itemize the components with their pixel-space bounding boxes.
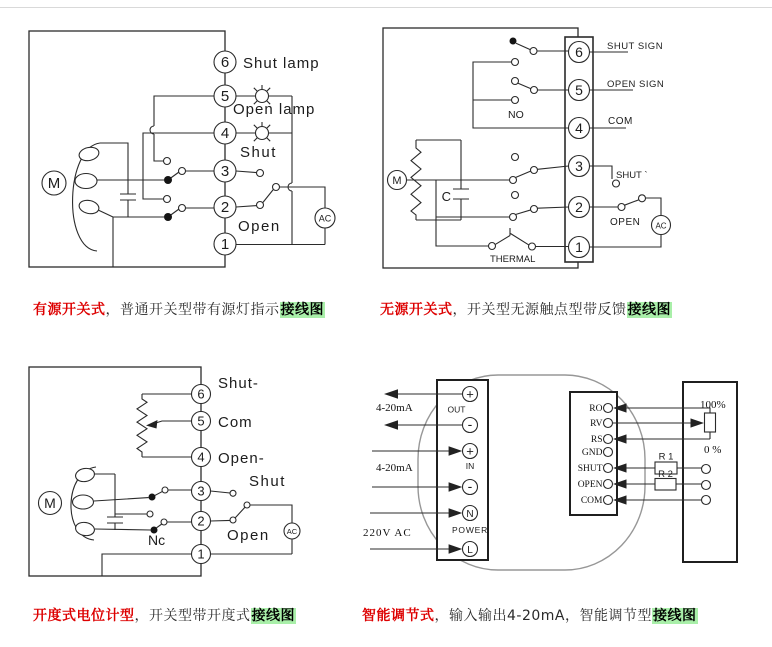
- terminal-symbol: L: [467, 544, 473, 556]
- label-open: Open: [227, 527, 270, 544]
- label-shut-lamp: Shut lamp: [243, 55, 320, 72]
- caption-highlight: 接线图: [251, 608, 295, 624]
- caption-highlight: 接线图: [280, 302, 324, 318]
- arrow-out-icon: [384, 420, 398, 430]
- label-nc: Nc: [148, 532, 166, 548]
- label-open: Open: [238, 218, 281, 235]
- terminal-symbol: N: [466, 508, 474, 520]
- caption-body: ，普通开关型带有源灯指示: [105, 302, 280, 318]
- wiper-arrow-icon: [146, 420, 158, 429]
- label-power: POWER: [451, 525, 489, 535]
- terminal-number: 5: [220, 88, 230, 105]
- label-no: NO: [508, 109, 524, 121]
- motor-label: M: [47, 175, 61, 192]
- terminal-number: 1: [197, 546, 205, 562]
- pin-label: RO: [589, 404, 603, 414]
- caption-type: 智能调节式: [362, 608, 435, 624]
- diagram-smart-modulating: [363, 375, 737, 570]
- ac-label: AC: [286, 527, 298, 536]
- actuator-enclosure: [29, 31, 225, 267]
- terminal-block: [565, 37, 593, 262]
- terminal-number: 2: [197, 513, 205, 529]
- caption-type: 有源开关式: [33, 302, 106, 318]
- label-0pct: 0 %: [704, 444, 722, 456]
- terminal-symbol: -: [467, 416, 473, 432]
- label-power-supply: 220V AC: [363, 527, 412, 539]
- diagram-powered-switch: [29, 31, 335, 267]
- label-com: COM: [608, 116, 633, 127]
- wiring: [73, 96, 325, 267]
- caption-type: 无源开关式: [380, 302, 453, 318]
- terminal-number: 3: [197, 483, 205, 499]
- pin-label: OPEN: [577, 480, 603, 490]
- terminal-number: 5: [197, 413, 205, 429]
- label-open-minus: Open-: [218, 450, 265, 467]
- pin-label: SHUT: [577, 464, 603, 474]
- caption-highlight: 接线图: [627, 302, 671, 318]
- terminal-number: 4: [575, 120, 583, 136]
- motor-coils: [75, 146, 100, 216]
- terminal-number: 4: [220, 125, 230, 142]
- caption-type: 开度式电位计型: [33, 608, 135, 624]
- terminal-symbol: -: [467, 478, 473, 494]
- capacitor-symbol: [94, 474, 123, 530]
- label-shut-sign: SHUT SIGN: [607, 41, 664, 52]
- label-in: IN: [465, 461, 475, 471]
- arrow-out-icon: [384, 389, 398, 399]
- motor-label: M: [392, 175, 402, 187]
- ac-label: AC: [318, 213, 332, 224]
- caption-powered-switch: [33, 299, 325, 319]
- terminal-symbol: +: [466, 443, 474, 459]
- label-r2: R 2: [658, 469, 673, 480]
- label-open-lamp: Open lamp: [233, 101, 316, 118]
- label-shut: SHUT `: [616, 170, 648, 181]
- label-thermal: THERMAL: [490, 254, 536, 265]
- label-shut: Shut: [240, 144, 277, 161]
- caption-smart-modulating: [362, 605, 698, 625]
- feedback-pot: [705, 413, 716, 432]
- terminal-number: 3: [220, 163, 230, 180]
- terminal-number: 1: [575, 239, 583, 255]
- motor-coils: [73, 467, 96, 537]
- label-shut: Shut: [249, 473, 286, 490]
- label-com: Com: [218, 414, 253, 431]
- actuator-enclosure: [29, 367, 201, 576]
- label-capacitor: C: [441, 189, 451, 204]
- label-open: OPEN: [610, 217, 641, 228]
- label-signal-in: 4-20mA: [376, 462, 413, 474]
- ac-label: AC: [655, 221, 667, 231]
- caption-body: ，开关型带开度式: [134, 608, 251, 624]
- terminal-number: 6: [220, 54, 230, 71]
- label-100pct: 100%: [700, 399, 726, 411]
- diagram-dry-contact-switch: [383, 28, 671, 268]
- actuator-enclosure: [383, 28, 578, 268]
- label-out: OUT: [447, 404, 466, 415]
- terminal-number: 4: [197, 449, 205, 465]
- feedback-contacts: [702, 465, 711, 505]
- motor-label: M: [44, 495, 56, 511]
- label-open-sign: OPEN SIGN: [607, 79, 665, 90]
- pin-label: COM: [580, 496, 603, 506]
- label-shut-minus: Shut-: [218, 375, 259, 392]
- label-signal-out: 4-20mA: [376, 402, 413, 414]
- pin-label: RV: [590, 419, 603, 429]
- terminal-number: 6: [575, 44, 583, 60]
- resistor-r2: [655, 479, 676, 491]
- pin-label: GND: [581, 448, 603, 458]
- terminal-number: 5: [575, 82, 583, 98]
- caption-body: ，输入输出4-20mA，智能调节型: [434, 608, 652, 624]
- terminal-number: 6: [197, 386, 205, 402]
- potentiometer-symbol: [137, 394, 147, 457]
- caption-highlight: 接线图: [653, 608, 697, 624]
- terminal-number: 1: [220, 236, 230, 253]
- caption-dry-contact: [380, 299, 672, 319]
- terminal-number: 3: [575, 158, 583, 174]
- terminal-number: 2: [220, 199, 230, 216]
- diagram-potentiometer: [29, 367, 300, 576]
- lamp-icon: [254, 122, 270, 141]
- caption-potentiometer: [33, 605, 296, 625]
- terminal-symbol: +: [466, 386, 474, 402]
- caption-body: ，开关型无源触点型带反馈: [452, 302, 627, 318]
- terminal-number: 2: [575, 199, 583, 215]
- pin-label: RS: [590, 435, 603, 445]
- label-r1: R 1: [658, 451, 674, 463]
